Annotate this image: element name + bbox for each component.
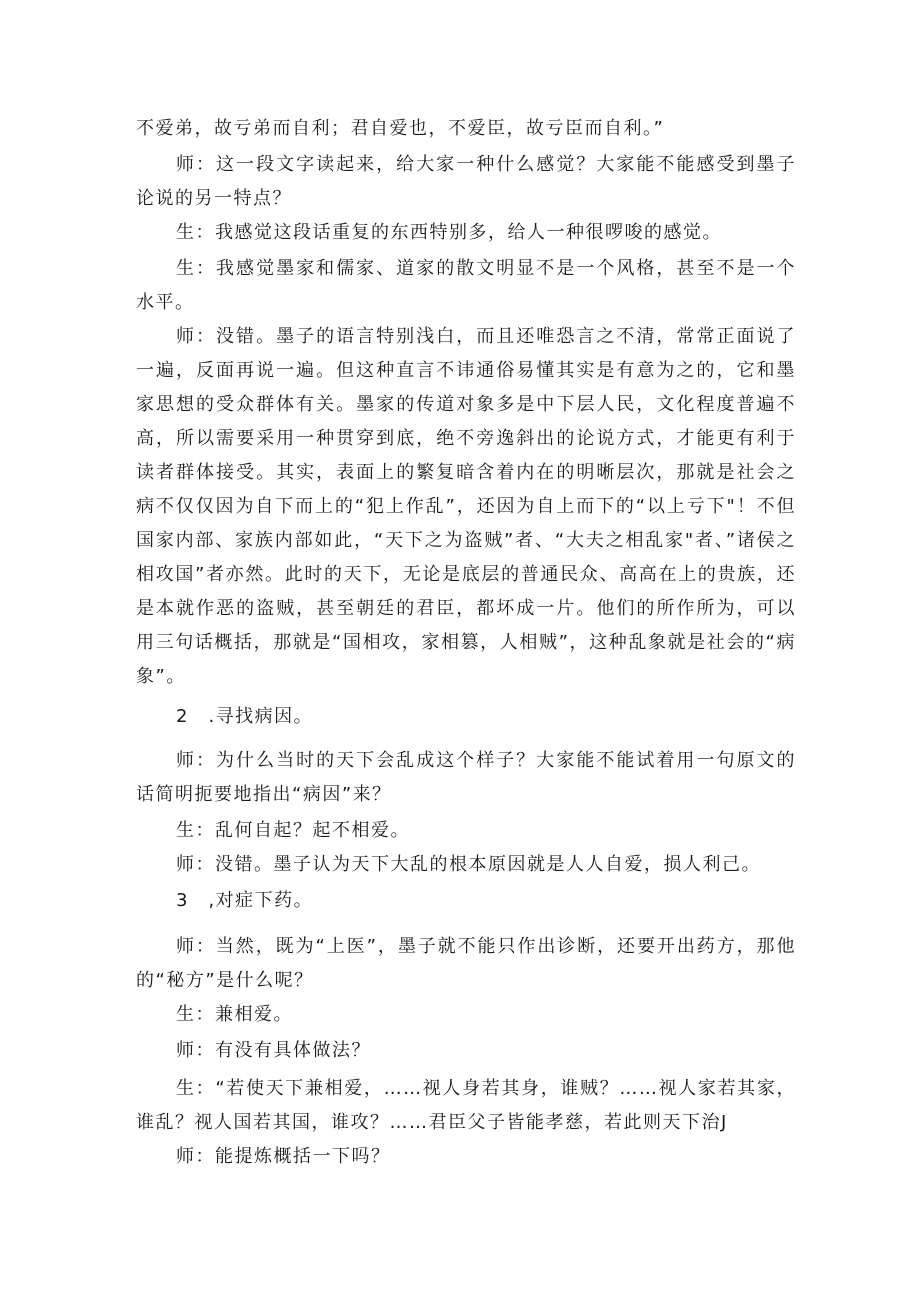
- paragraph-student-answer-repetition: 生：我感觉这段话重复的东西特别多，给人一种很啰唆的感觉。: [176, 222, 722, 243]
- paragraph-teacher-explanation: 师：没错。墨子的语言特别浅白，而且还唯恐言之不清，常常正面说了一遍，反面再说一遍。但这种直言不讳通俗易懂其实是有意为之的，它和墨家思想的受众群体有关。墨家的传道对象多是中下层人民，文化程度普遍不高，所以需要采用一种贯穿到底，绝不旁逸斜出的论说方式，才能更有利于读者群体接受。其实，表面上的繁复暗含着内在的明晰层次，那就是社会之病不仅仅因为自下而上的“犯上作乱”，还因为自上而下的“以上亏下"！不但国家内部、家族内部如此，“天下之为盗贼”者、“大夫之相乱家"者、”诸侯之相攻国”者亦然。此时的天下，无论是底层的普通民众、高高在上的贵族，还是本就作恶的盗贼，甚至朝廷的君臣，都坏成一片。他们的所作所为，可以用三句话概括，那就是“国相攻，家相篡，人相贼”，这种乱象就是社会的“病象”。: [136, 326, 796, 687]
- paragraph-teacher-question-feeling: 师：这一段文字读起来，给大家一种什么感觉？大家能不能感受到墨子论说的另一特点？: [136, 154, 796, 209]
- paragraph-teacher-question-cause: 师：为什么当时的天下会乱成这个样子？大家能不能试着用一句原文的话简明扼要地指出“病因”来？: [136, 750, 796, 805]
- section-heading-remedy: 3 ,对症下药。: [176, 890, 314, 911]
- paragraph-continuation: 不爱弟，故亏弟而自利；君自爱也，不爱臣，故亏臣而自利。”: [136, 118, 665, 139]
- paragraph-student-answer-cause: 生：乱何自起？起不相爱。: [176, 820, 410, 841]
- paragraph-student-answer-remedy: 生：兼相爱。: [176, 1004, 293, 1025]
- paragraph-teacher-confirm-cause: 师：没错。墨子认为天下大乱的根本原因就是人人自爱，损人利己。: [176, 854, 761, 875]
- paragraph-student-answer-style: 生：我感觉墨家和儒家、道家的散文明显不是一个风格，甚至不是一个水平。: [136, 258, 796, 313]
- paragraph-teacher-question-remedy: 师：当然，既为“上医”，墨子就不能只作出诊断，还要开出药方，那他的“秘方”是什么呢？: [136, 936, 796, 991]
- paragraph-teacher-question-method: 师：有没有具体做法？: [176, 1040, 371, 1061]
- paragraph-student-quote: 生：“若使天下兼相爱，……视人身若其身，谁贼？……视人家若其家，谁乱？视人国若其国，谁攻？……君臣父子皆能孝慈，若此则天下治J: [136, 1078, 796, 1133]
- section-heading-find-cause: 2 .寻找病因。: [176, 706, 314, 727]
- paragraph-teacher-question-summary: 师：能提炼概括一下吗？: [176, 1146, 391, 1167]
